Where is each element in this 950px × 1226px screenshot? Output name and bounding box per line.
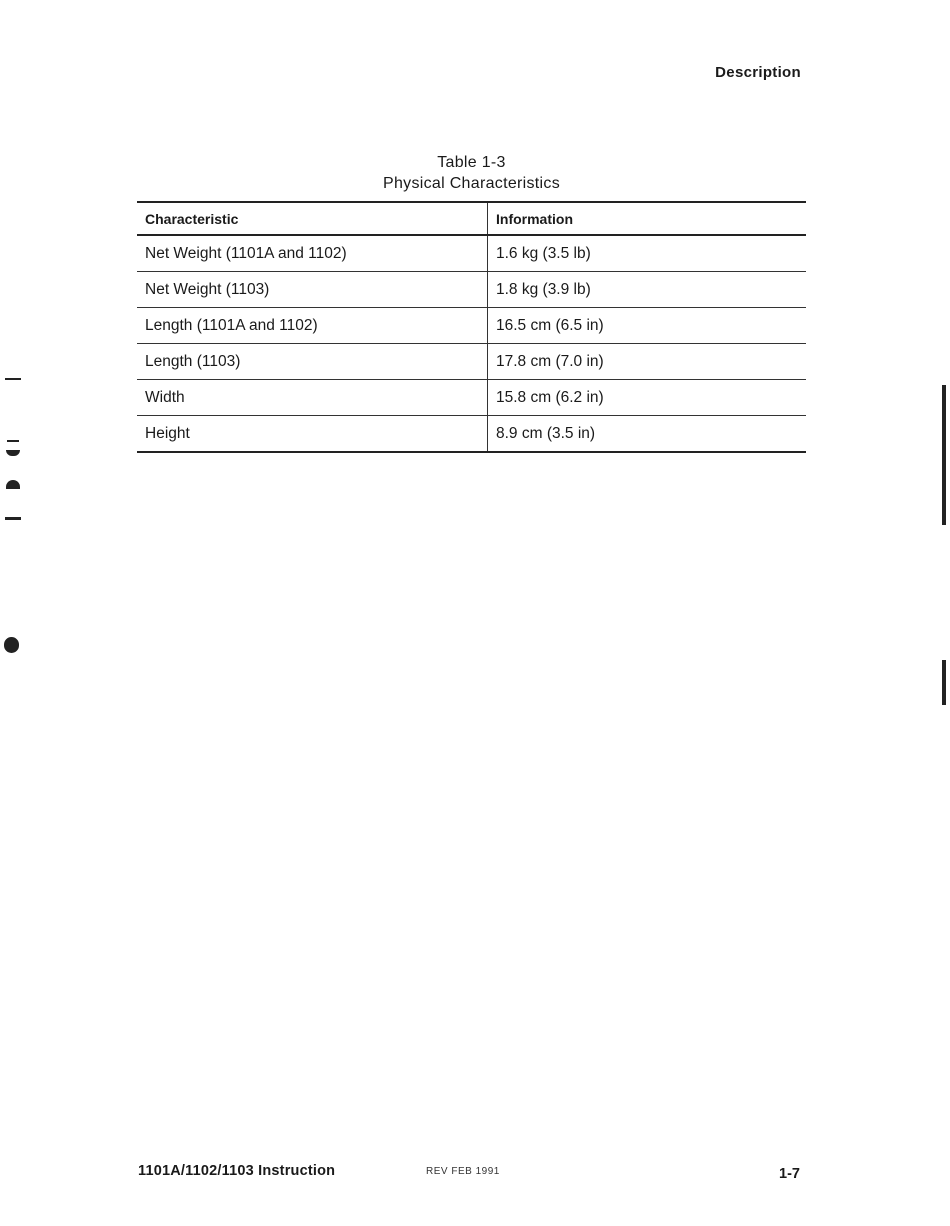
information-cell: 8.9 cm (3.5 in) <box>488 416 807 453</box>
table-number: Table 1-3 <box>437 154 506 171</box>
information-cell: 1.8 kg (3.9 lb) <box>488 272 807 308</box>
scan-artifact-mark <box>6 450 20 456</box>
footer-manual-title: 1101A/1102/1103 Instruction <box>138 1163 336 1179</box>
column-header-information: Information <box>488 202 807 235</box>
characteristic-cell: Length (1103) <box>137 344 488 380</box>
information-cell: 16.5 cm (6.5 in) <box>488 308 807 344</box>
characteristic-cell: Height <box>145 424 190 442</box>
column-header-characteristic: Characteristic <box>137 202 488 235</box>
information-cell: 1.6 kg (3.5 lb) <box>488 235 807 272</box>
scan-artifact-mark <box>5 517 21 520</box>
scan-artifact-mark <box>4 637 19 653</box>
footer-page-number: 1-7 <box>779 1166 800 1182</box>
characteristic-cell: Net Weight (1103) <box>137 272 488 308</box>
table-row <box>137 272 806 308</box>
characteristic-cell: Length (1101A and 1102) <box>137 308 488 344</box>
scan-artifact-mark <box>6 480 20 489</box>
table-row <box>137 416 806 453</box>
scan-artifact-mark <box>5 378 21 380</box>
characteristic-cell: Net Weight (1101A and 1102) <box>137 235 488 272</box>
table-row <box>137 344 806 380</box>
table-caption <box>137 152 806 194</box>
footer-revision: REV FEB 1991 <box>426 1166 500 1177</box>
scan-artifact-edge <box>942 385 946 525</box>
table-row <box>137 308 806 344</box>
table-header-row <box>137 202 806 235</box>
physical-characteristics-table <box>137 201 806 453</box>
information-cell: 17.8 cm (7.0 in) <box>488 344 807 380</box>
running-header: Description <box>715 64 801 81</box>
characteristic-cell: Width <box>137 380 488 416</box>
table-row <box>137 380 806 416</box>
table-row <box>137 235 806 272</box>
scan-artifact-edge <box>942 660 946 705</box>
scan-artifact-mark <box>7 440 19 442</box>
information-cell: 15.8 cm (6.2 in) <box>488 380 807 416</box>
table-title: Physical Characteristics <box>382 175 561 192</box>
